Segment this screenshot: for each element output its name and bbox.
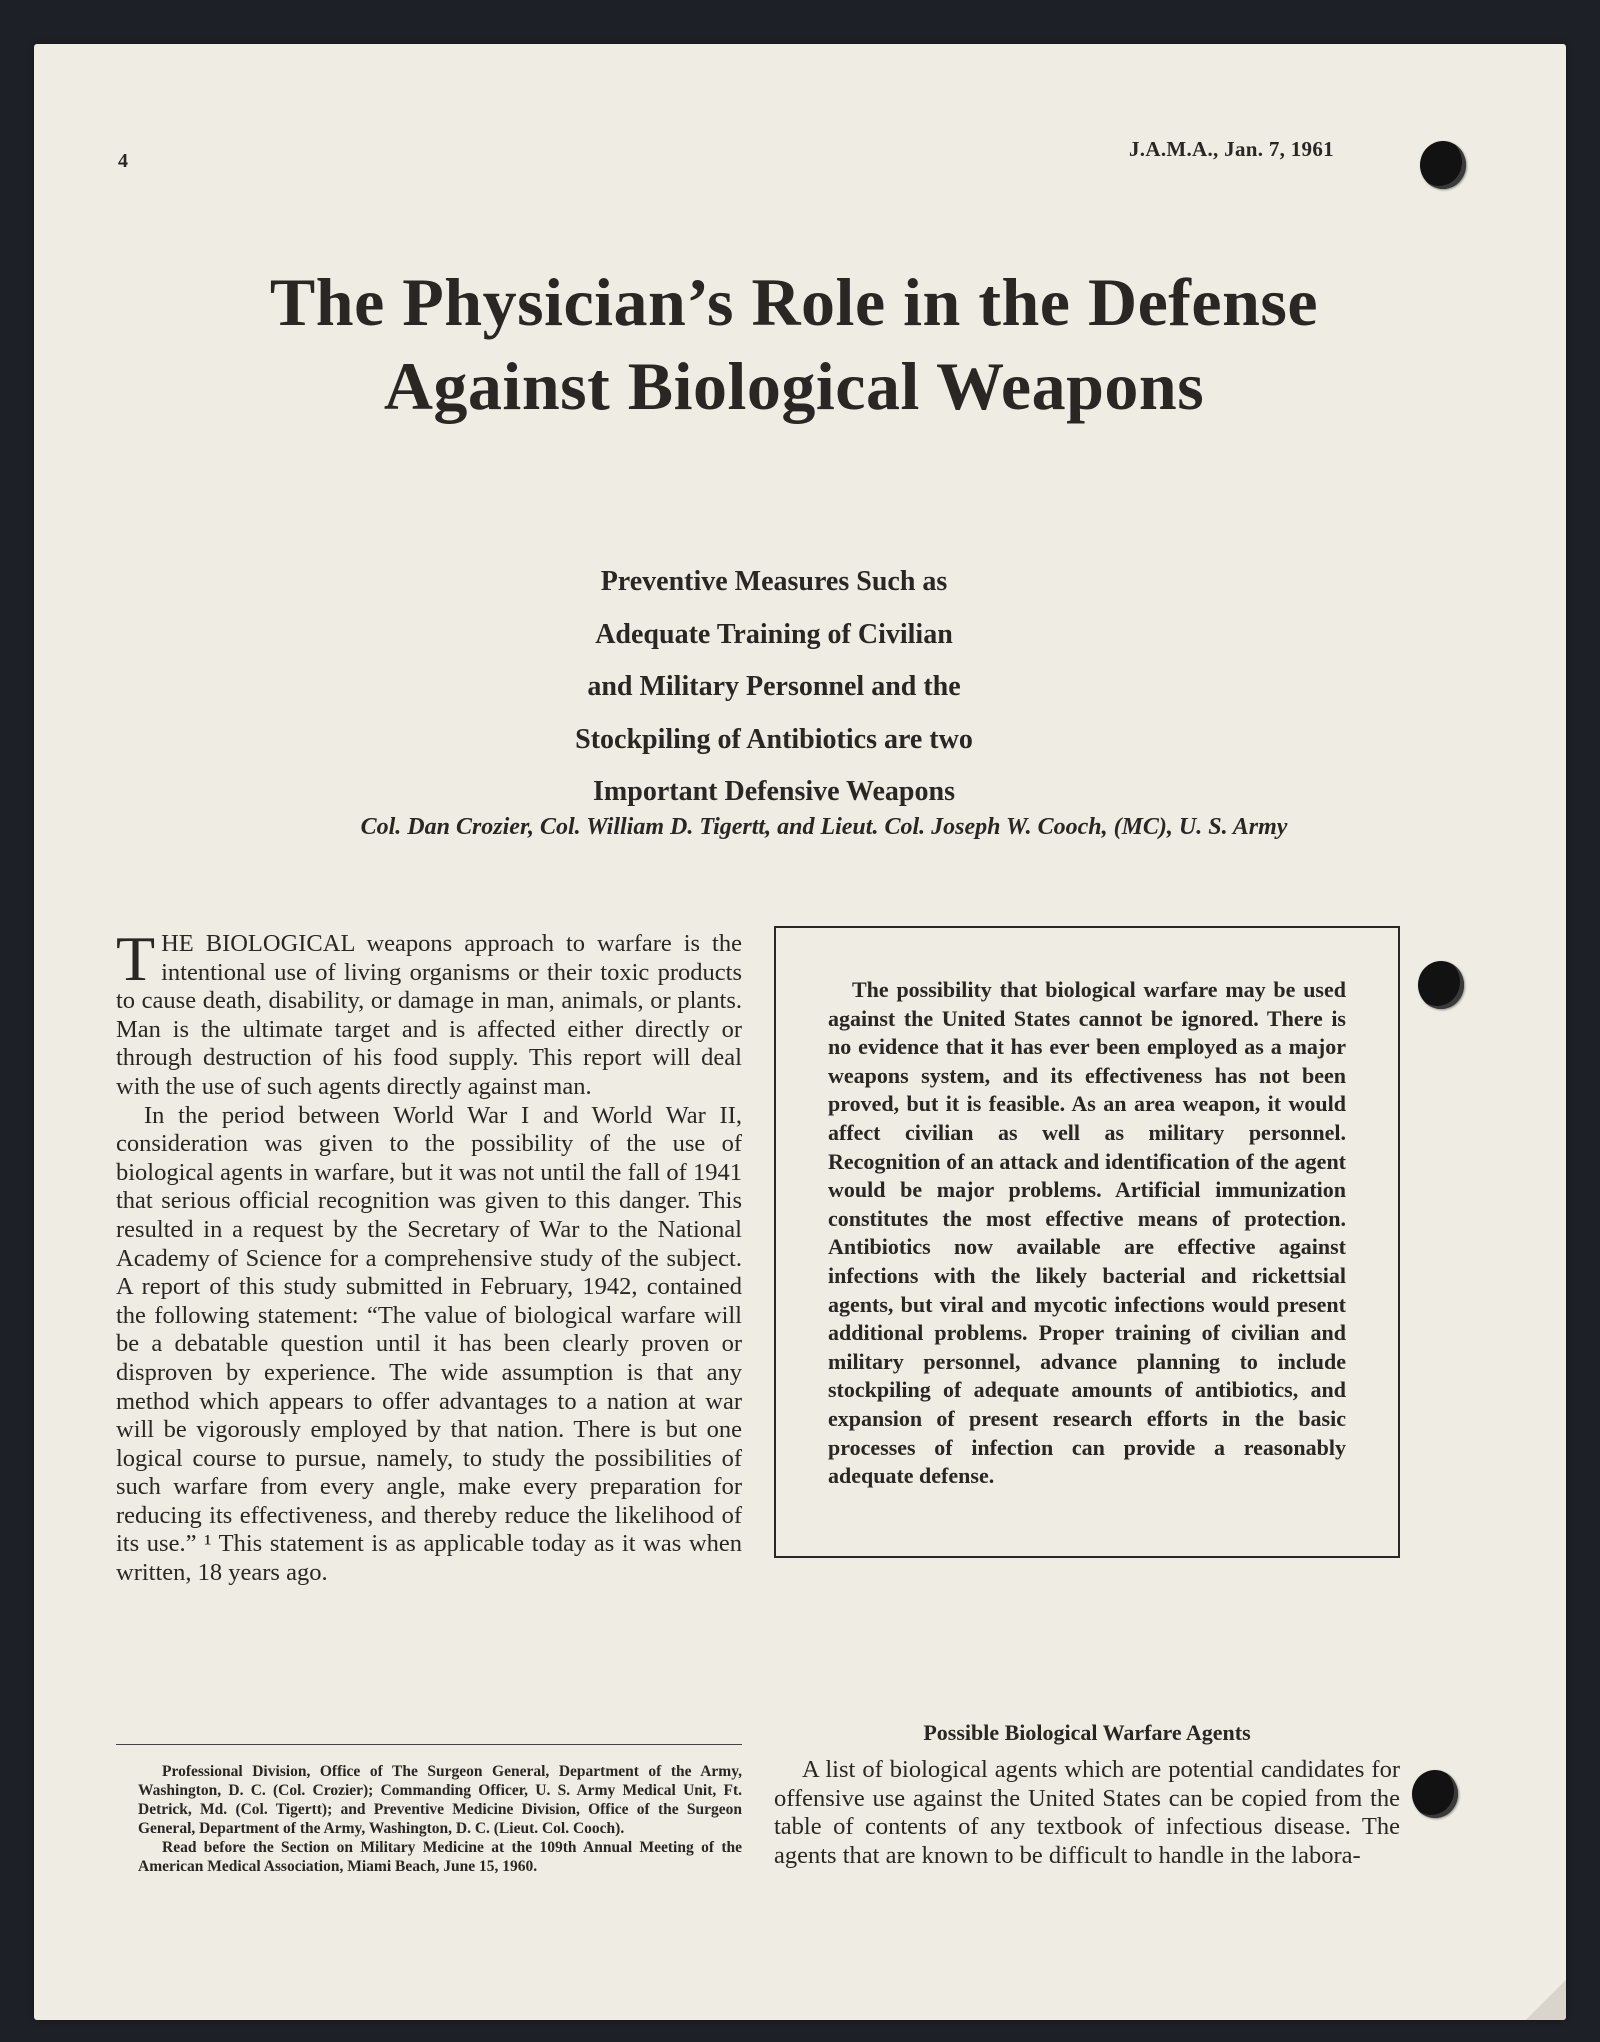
drop-cap: T	[116, 923, 156, 994]
subtitle-line-4: Stockpiling of Antibiotics are two	[575, 723, 973, 755]
footnotes	[138, 1762, 742, 1876]
title-line-2: Against Biological Weapons	[383, 348, 1205, 424]
page-corner	[1526, 1980, 1566, 2020]
binder-hole-top	[1420, 141, 1466, 189]
page-number: 4	[118, 150, 128, 172]
title-line-1: The Physician’s Role in the Defense	[269, 264, 1319, 340]
section-heading: Possible Biological Warfare Agents	[923, 1720, 1251, 1745]
abstract-text: The possibility that biological warfare may be used against the United States cannot be ignored. There is no evidence that it has ever been employed as a major weapons system, and its effectiveness has not been proved, but it is feasible. As an area weapon, it would affect civilian as well as military personnel. Recognition of an attack and identification of the agent would be major problems. Artificial immunization constitutes the most effective means of protection. Antibiotics now available are effective against infections with the likely bacterial and rickettsial agents, but viral and mycotic infections would present additional problems. Proper training of civilian and military personnel, advance planning to include stockpiling of adequate amounts of antibiotics, and expansion of present research efforts in the basic processes of infection can provide a reasonably adequate defense.	[828, 977, 1346, 1489]
article-subtitle	[304, 556, 1244, 819]
footnote-affiliation: Professional Division, Office of The Surgeon General, Department of the Army, Washington, D. C. (Col. Crozier); Commanding Officer, U. S. Army Medical Unit, Ft. Detrick, Md. (Col. Tigertt); and Preventive Medicine Division, Office of the Surgeon General, Department of the Army, Washington, D. C. (Lieut. Col. Cooch).	[138, 1763, 742, 1837]
subtitle-line-3: and Military Personnel and the	[587, 671, 961, 702]
body-left-column	[116, 923, 742, 1588]
footnote-divider	[116, 1744, 742, 1745]
section-paragraph: A list of biological agents which are potential candidates for offensive use against the United States can be copied from the table of contents of any textbook of infectious disease. The agents that are known to be difficult to handle in the labora-	[774, 1756, 1400, 1869]
document-page	[34, 44, 1566, 2020]
body-right-column	[774, 1756, 1400, 1870]
history-paragraph: In the period between World War I and World War II, consideration was given to the possibility of the use of biological agents in warfare, but it was not until the fall of 1941 that serious official recognition was given to this danger. This resulted in a request by the Secretary of War to the National Academy of Science for a comprehensive study of the subject. A report of this study submitted in February, 1942, contained the following statement: “The value of biological warfare will be a debatable question until it has been clearly proven or disproven by experience. The wide assumption is that any method which appears to offer advantages to a nation at war will be vigorously employed by that nation. There is but one logical course to pursue, namely, to study the possibilities of such warfare from every angle, make every preparation for reducing its effectiveness, and thereby reduce the likelihood of its use.” ¹ This statement is as applicable today as it was when written, 18 years ago.	[116, 1101, 742, 1587]
byline: Col. Dan Crozier, Col. William D. Tigertt, and Lieut. Col. Joseph W. Cooch, (MC), U. S. Army	[360, 814, 1288, 840]
binder-hole-middle	[1418, 961, 1464, 1009]
running-head: J.A.M.A., Jan. 7, 1961	[1129, 137, 1334, 161]
binder-hole-bottom	[1412, 1770, 1458, 1818]
subtitle-line-5: Important Defensive Weapons	[593, 776, 955, 807]
article-title	[94, 260, 1494, 428]
subtitle-line-2: Adequate Training of Civilian	[595, 618, 953, 650]
abstract-box	[774, 926, 1400, 1558]
footnote-meeting: Read before the Section on Military Medicine at the 109th Annual Meeting of the American Medical Association, Miami Beach, June 15, 1960.	[138, 1839, 742, 1875]
subtitle-line-1: Preventive Measures Such as	[600, 566, 948, 597]
intro-paragraph: THE BIOLOGICAL weapons approach to warfare is the intentional use of living organisms or their toxic products to cause death, disability, or damage in man, animals, or plants. Man is the ultimate target and is affected either directly or through destruction of his food supply. This report will deal with the use of such agents directly against man.	[116, 923, 742, 1100]
